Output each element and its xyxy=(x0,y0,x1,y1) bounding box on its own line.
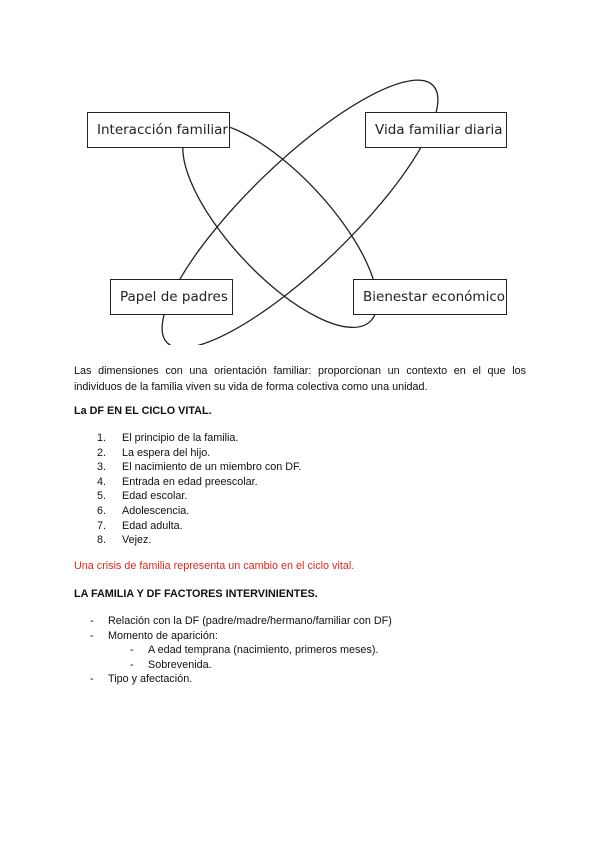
list-item xyxy=(90,614,450,629)
section-heading-ciclo-vital: La DF EN EL CICLO VITAL. xyxy=(74,405,212,417)
item-number: 7. xyxy=(96,519,106,532)
list-item xyxy=(88,489,388,504)
item-number: 8. xyxy=(96,534,106,547)
item-number: 1. xyxy=(96,432,106,444)
box-interaccion-familiar: Interacción familiar xyxy=(87,112,230,148)
item-text: A edad temprana (nacimiento, primeros meses). xyxy=(148,644,379,657)
list-item xyxy=(90,629,450,644)
item-number: 6. xyxy=(96,504,106,517)
item-text: El principio de la familia. xyxy=(122,432,239,444)
list-item xyxy=(90,672,450,687)
item-number: 2. xyxy=(96,446,106,459)
box-vida-familiar-diaria: Vida familiar diaria xyxy=(365,112,507,148)
item-text: Entrada en edad preescolar. xyxy=(122,475,258,488)
item-text: Tipo y afectación. xyxy=(108,673,193,686)
item-number: 4. xyxy=(96,475,106,488)
ciclo-vital-list xyxy=(88,431,388,548)
item-text: Relación con la DF (padre/madre/hermano/familiar con DF) xyxy=(108,615,392,627)
dimensions-diagram xyxy=(0,0,600,345)
item-text: Momento de aparición: xyxy=(108,629,218,642)
item-text: Edad adulta. xyxy=(122,519,183,532)
item-number: 5. xyxy=(96,490,106,503)
list-item xyxy=(88,519,388,534)
section-heading-factores: LA FAMILIA Y DF FACTORES INTERVINIENTES. xyxy=(74,588,318,600)
factores-list xyxy=(90,614,450,687)
list-item xyxy=(88,460,388,475)
box-papel-de-padres: Papel de padres xyxy=(110,279,233,315)
list-item xyxy=(88,431,388,446)
bullet-dash: - xyxy=(90,629,94,642)
intro-paragraph: Las dimensiones con una orientación familiar: proporcionan un contexto en el que los individuos de la familia viven su vida de forma colectiva como una unidad. xyxy=(74,365,526,393)
list-item xyxy=(88,533,388,548)
crisis-note: Una crisis de familia representa un cambio en el ciclo vital. xyxy=(74,560,355,572)
list-item xyxy=(88,475,388,490)
item-text: Vejez. xyxy=(122,534,152,547)
list-item xyxy=(88,504,388,519)
sub-list-item xyxy=(90,658,450,673)
bullet-dash: - xyxy=(130,658,134,671)
item-text: La espera del hijo. xyxy=(122,446,211,459)
item-number: 3. xyxy=(96,461,106,474)
item-text: Sobrevenida. xyxy=(148,658,212,671)
bullet-dash: - xyxy=(90,673,94,686)
item-text: El nacimiento de un miembro con DF. xyxy=(122,461,302,474)
item-text: Edad escolar. xyxy=(122,490,188,503)
item-text: Adolescencia. xyxy=(122,504,190,517)
sub-list-item xyxy=(90,643,450,658)
list-item xyxy=(88,446,388,461)
box-bienestar-economico: Bienestar económico xyxy=(353,279,507,315)
bullet-dash: - xyxy=(90,615,94,627)
bullet-dash: - xyxy=(130,644,134,657)
